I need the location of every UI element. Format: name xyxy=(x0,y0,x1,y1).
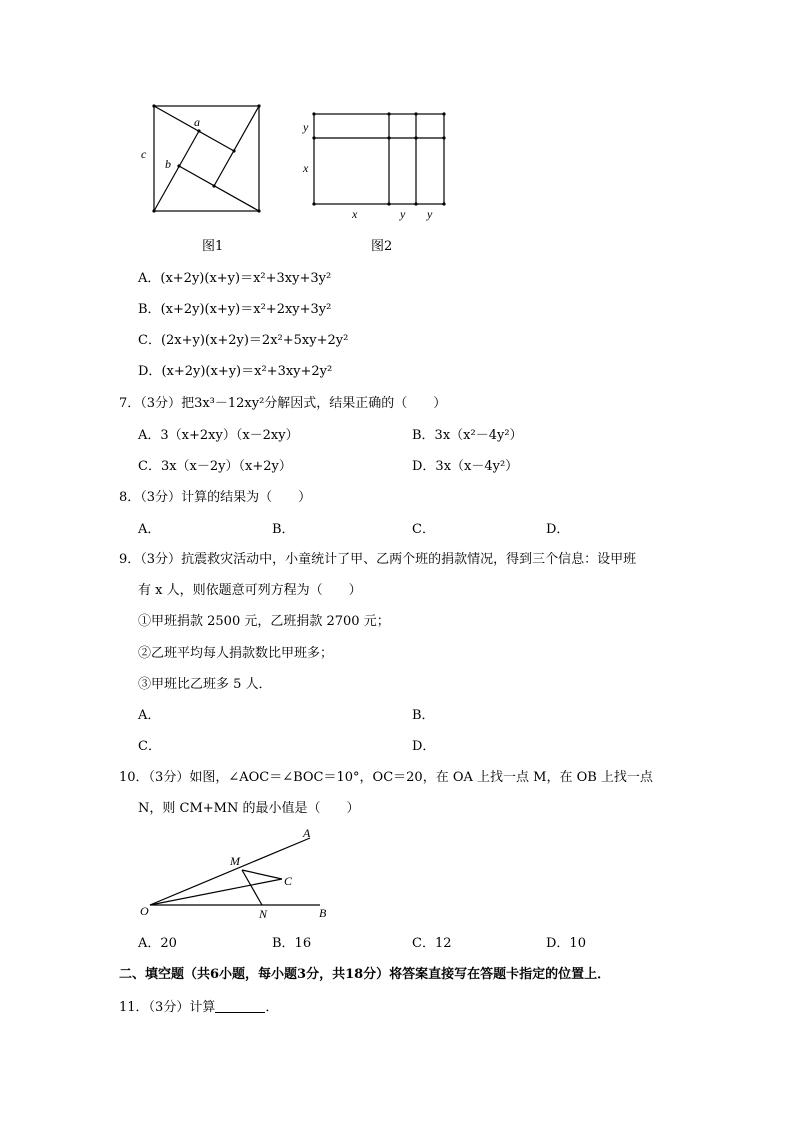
q6-option-c xyxy=(138,332,348,350)
figure-1 xyxy=(140,100,270,220)
q10-score: （3分） xyxy=(148,770,190,785)
q10-figure xyxy=(138,825,338,925)
q9-stem-line2: 有 x 人，则依题意可列方程为（ ） xyxy=(138,583,362,598)
fig2-outer-rect xyxy=(314,114,444,204)
q10-stem-line1 xyxy=(119,769,653,787)
section-2-heading: 二、填空题（共6小题，每小题3分，共18分）将答案直接写在答题卡指定的位置上． xyxy=(119,967,611,982)
q8-option-a: A． xyxy=(138,522,161,537)
q8-option-b: B． xyxy=(272,522,295,537)
q7-option-c: C．3x（x－2y）（x+2y） xyxy=(138,459,292,474)
q10-segment-oc xyxy=(150,879,282,905)
q11-text: 计算 xyxy=(189,1000,216,1015)
q7-option-b: B．3x（x²－4y²） xyxy=(412,428,523,443)
fig1-label-b: b xyxy=(165,157,171,171)
fig1-line-3 xyxy=(179,166,259,211)
q11-answer-blank[interactable] xyxy=(215,998,265,1013)
q9-option-d: D． xyxy=(412,739,436,754)
q9-option-a: A． xyxy=(138,708,161,723)
fig2-bottom-label-y1: y xyxy=(400,207,406,221)
fig1-label-c: c xyxy=(141,147,147,161)
q6-option-d-text: (x+2y)(x+y)＝x²+3xy+2y² xyxy=(161,364,333,379)
q10-segment-mn xyxy=(242,870,262,905)
q10-text-line1: 如图，∠AOC＝∠BOC＝10°，OC＝20，在 OA 上找一点 M，在 OB 上找一点 xyxy=(189,770,653,785)
q8-score: （3分） xyxy=(140,490,182,505)
q10-label-a: A xyxy=(303,826,311,840)
fig2-caption: 图2 xyxy=(371,239,393,254)
q7-stem xyxy=(119,395,446,413)
q10-label-c: C xyxy=(284,874,293,888)
q10-option-c: C．12 xyxy=(412,936,452,951)
q7-option-a: A．3（x+2xy）（x－2xy） xyxy=(138,428,299,443)
q7-number: 7． xyxy=(119,396,141,411)
q9-info-2: ②乙班平均每人捐款数比甲班多； xyxy=(138,646,334,661)
q6-option-b-letter: B． xyxy=(138,302,161,317)
q10-label-b: B xyxy=(319,906,327,920)
q9-option-c: C． xyxy=(138,739,161,754)
q6-option-a-letter: A． xyxy=(138,271,161,286)
q6-option-d-letter: D． xyxy=(138,364,162,379)
q11-stem xyxy=(119,998,278,1017)
q7-option-d: D．3x（x－4y²） xyxy=(412,459,519,474)
q8-number: 8． xyxy=(119,490,141,505)
fig1-line-2 xyxy=(214,106,259,186)
q10-label-n: N xyxy=(259,907,268,921)
q6-option-b-text: (x+2y)(x+y)＝x²+2xy+3y² xyxy=(160,302,332,317)
fig1-label-a: a xyxy=(194,115,200,129)
q9-option-b: B． xyxy=(412,708,435,723)
q8-stem xyxy=(119,489,311,507)
q7-score: （3分） xyxy=(140,396,182,411)
q6-option-b xyxy=(138,301,331,319)
fig2-bottom-label-y2: y xyxy=(427,207,433,221)
q10-label-o: O xyxy=(140,904,149,918)
q10-stem-line2: N，则 CM+MN 的最小值是（ ） xyxy=(138,801,360,816)
q6-option-c-text: (2x+y)(x+2y)＝2x²+5xy+2y² xyxy=(160,333,349,348)
q9-score: （3分） xyxy=(140,552,182,567)
q10-number: 10． xyxy=(119,770,149,785)
fig1-line-4 xyxy=(154,131,199,211)
q7-text: 把3x³－12xy²分解因式，结果正确的（ ） xyxy=(181,396,447,411)
fig2-left-label-y: y xyxy=(303,120,309,134)
q8-text: 计算的结果为（ ） xyxy=(181,490,312,505)
q6-option-a-text: (x+2y)(x+y)＝x²+3xy+3y² xyxy=(160,271,332,286)
q6-option-c-letter: C． xyxy=(138,333,161,348)
q9-text-line1: 抗震救灾活动中，小童统计了甲、乙两个班的捐款情况，得到三个信息：设甲班 xyxy=(181,552,637,567)
q8-option-d: D． xyxy=(546,522,570,537)
q10-ray-oa xyxy=(150,838,310,905)
q10-option-d: D．10 xyxy=(546,936,586,951)
fig1-caption: 图1 xyxy=(202,239,224,254)
q11-number: 11． xyxy=(119,1000,149,1015)
q11-suffix: ． xyxy=(265,1000,279,1015)
q10-option-b: B．16 xyxy=(272,936,312,951)
q6-option-a xyxy=(138,270,331,288)
q10-option-a: A．20 xyxy=(138,936,177,951)
q10-label-m: M xyxy=(230,854,240,868)
figure-2 xyxy=(296,106,456,224)
q10-segment-mc xyxy=(242,870,282,879)
q9-stem-line1 xyxy=(119,551,636,569)
q9-info-3: ③甲班比乙班多 5 人． xyxy=(138,677,272,692)
fig2-left-label-x: x xyxy=(303,161,309,175)
q8-option-c: C． xyxy=(412,522,435,537)
q6-option-d xyxy=(138,363,332,381)
q9-info-1: ①甲班捐款 2500 元，乙班捐款 2700 元； xyxy=(138,614,390,629)
fig2-bottom-label-x: x xyxy=(352,207,358,221)
q11-score: （3分） xyxy=(148,1000,190,1015)
q9-number: 9． xyxy=(119,552,141,567)
